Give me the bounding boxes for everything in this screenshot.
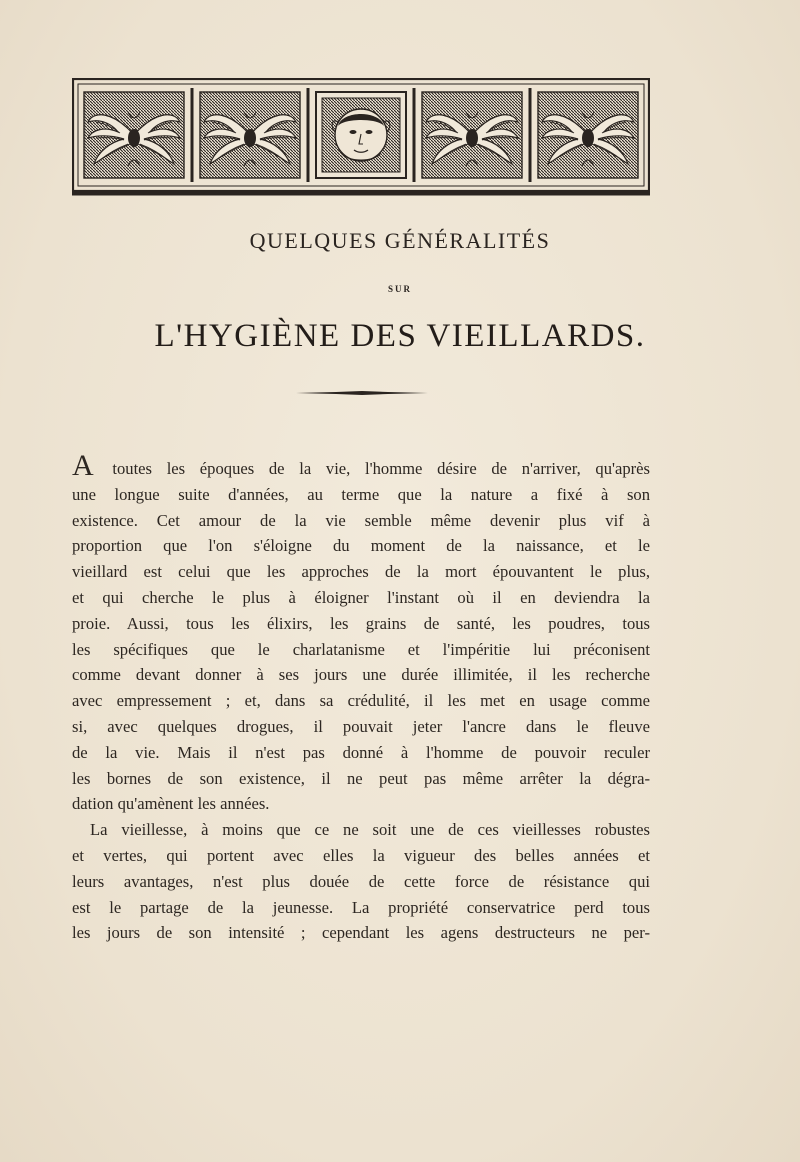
text-line: avec empressement ; et, dans sa crédulité, il les met en usage comme	[72, 691, 650, 711]
text-line: les jours de son intensité ; cependant les agens destructeurs ne per-	[72, 923, 650, 943]
text-line: proportion que l'on s'éloigne du moment de la naissance, et le	[72, 536, 650, 556]
text-line: les spécifiques que le charlatanisme et l'impéritie lui préconisent	[72, 639, 650, 659]
text-line: leurs avantages, n'est plus douée de cette force de résistance qui	[72, 871, 650, 891]
drop-cap: A	[72, 449, 94, 482]
heading-line-2: L'HYGIÈNE DES VIEILLARDS.	[154, 318, 646, 354]
paragraph-1	[72, 449, 650, 817]
text-line: et vertes, qui portent avec elles la vigueur des belles années et	[72, 845, 650, 865]
text-line: et qui cherche le plus à éloigner l'instant où il en deviendra la	[72, 587, 650, 607]
text-line: vieillard est celui que les approches de la mort épouvantent le plus,	[72, 562, 650, 582]
text-line: est le partage de la jeunesse. La propriété conservatrice perd tous	[72, 897, 650, 917]
text-line: comme devant donner à ses jours une durée illimitée, il les recherche	[72, 665, 650, 685]
text-line: de la vie. Mais il n'est pas donné à l'homme de pouvoir reculer	[72, 742, 650, 762]
body-text	[72, 449, 650, 946]
text-line: les bornes de son existence, il ne peut pas même arrêter la dégra-	[72, 768, 650, 788]
text-line: existence. Cet amour de la vie semble même devenir plus vif à	[72, 510, 650, 530]
text-line	[72, 449, 650, 482]
text-line: La vieillesse, à moins que ce ne soit une de ces vieillesses robustes	[90, 820, 650, 840]
heading-connector: SUR	[387, 284, 412, 294]
text-line: une longue suite d'années, au terme que la nature a fixé à son	[72, 484, 650, 504]
acanthus-and-mask-band-icon	[72, 78, 650, 196]
paragraph-2	[72, 817, 650, 946]
text-line: dation qu'amènent les années.	[72, 794, 270, 814]
tapered-rule-icon	[296, 391, 428, 395]
line-text: toutes les époques de la vie, l'homme désire de n'arriver, qu'après	[97, 459, 650, 478]
heading-line-1: QUELQUES GÉNÉRALITÉS	[249, 228, 551, 253]
text-line: si, avec quelques drogues, il pouvait jeter l'ancre dans le fleuve	[72, 716, 650, 736]
text-line: proie. Aussi, tous les élixirs, les grains de santé, les poudres, tous	[72, 613, 650, 633]
